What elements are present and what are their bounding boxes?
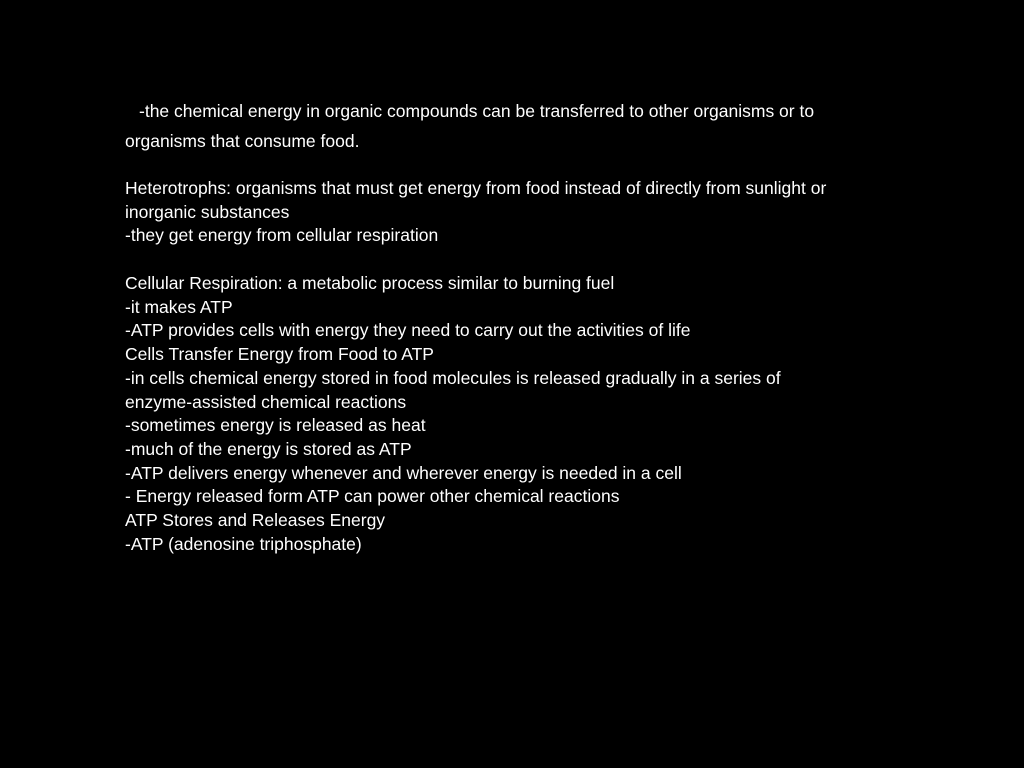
energy-transfer-bullet: -ATP delivers energy whenever and wherever energy is needed in a cell: [125, 462, 682, 483]
energy-transfer-bullet: -in cells chemical energy stored in food molecules is released gradually in a series of: [125, 367, 781, 388]
atp-heading: ATP Stores and Releases Energy: [125, 510, 386, 531]
energy-transfer-bullet-continued: enzyme-assisted chemical reactions: [125, 391, 407, 412]
respiration-bullet: -it makes ATP: [125, 296, 233, 317]
energy-transfer-heading: Cells Transfer Energy from Food to ATP: [125, 344, 434, 365]
intro-text-line-2: organisms that consume food.: [125, 131, 360, 151]
intro-text-line-1: -the chemical energy in organic compounds can be transferred to other organisms or to: [139, 101, 815, 121]
energy-transfer-bullet: -sometimes energy is released as heat: [125, 415, 426, 436]
respiration-heading: Cellular Respiration: a metabolic process similar to burning fuel: [125, 273, 615, 293]
heterotrophs-bullet: -they get energy from cellular respiration: [125, 225, 439, 246]
heterotrophs-definition-line-2: inorganic substances: [125, 201, 290, 222]
respiration-bullet: -ATP provides cells with energy they need to carry out the activities of life: [125, 320, 691, 341]
heterotrophs-section: [125, 177, 826, 248]
cellular-respiration-section: [125, 272, 781, 556]
energy-transfer-bullet: -much of the energy is stored as ATP: [125, 438, 412, 459]
energy-transfer-bullet: - Energy released form ATP can power other chemical reactions: [125, 486, 620, 507]
atp-bullet: -ATP (adenosine triphosphate): [125, 533, 362, 554]
heterotrophs-definition-line-1: Heterotrophs: organisms that must get energy from food instead of directly from sunlight or: [125, 178, 827, 198]
